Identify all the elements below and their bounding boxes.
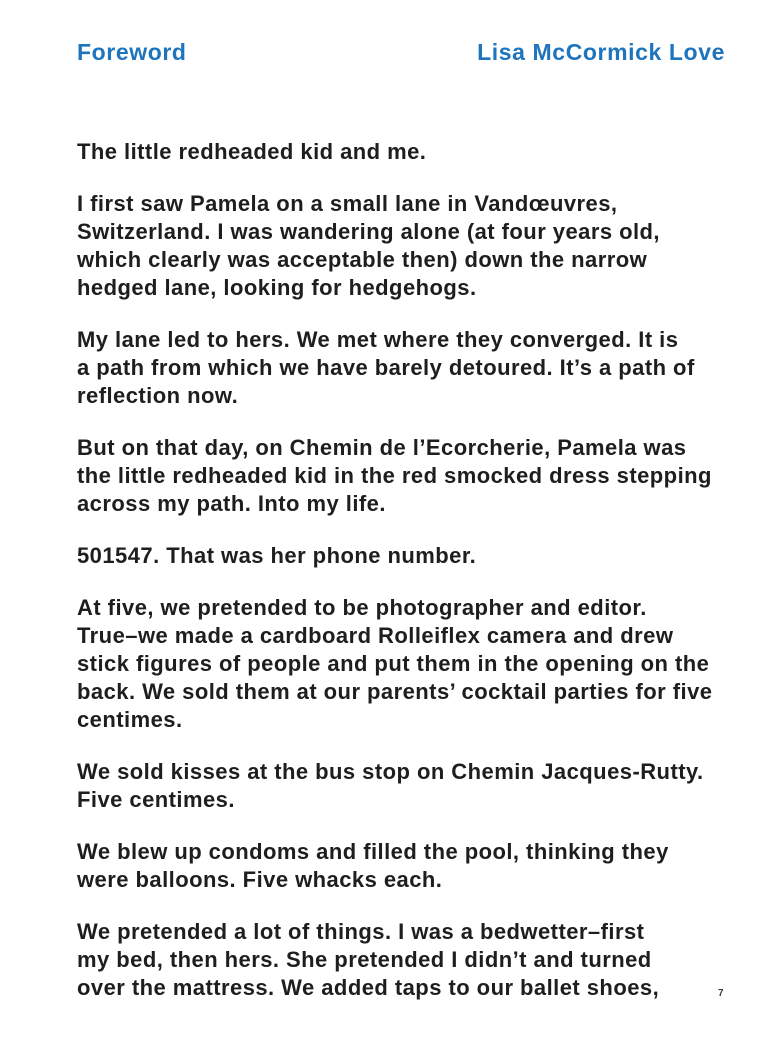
- text-line: stick figures of people and put them in the opening on the: [77, 651, 710, 676]
- paragraph: [77, 326, 737, 410]
- text-line: The little redheaded kid and me.: [77, 139, 427, 164]
- page-number: 7: [718, 988, 724, 999]
- text-line: over the mattress. We added taps to our ballet shoes,: [77, 975, 660, 1000]
- text-line: I first saw Pamela on a small lane in Vandœuvres,: [77, 191, 618, 216]
- paragraph: [77, 838, 737, 894]
- text-line: Switzerland. I was wandering alone (at four years old,: [77, 219, 660, 244]
- paragraph: [77, 918, 737, 1002]
- text-line: 501547. That was her phone number.: [77, 543, 477, 568]
- foreword-text: [77, 138, 737, 1026]
- text-line: the little redheaded kid in the red smocked dress stepping: [77, 463, 712, 488]
- text-line: We pretended a lot of things. I was a bedwetter–first: [77, 919, 645, 944]
- text-line: Five centimes.: [77, 787, 235, 812]
- running-header: [77, 38, 725, 66]
- paragraph: [77, 594, 737, 734]
- text-line: hedged lane, looking for hedgehogs.: [77, 275, 477, 300]
- paragraph: [77, 190, 737, 302]
- text-line: At five, we pretended to be photographer and editor.: [77, 595, 647, 620]
- paragraph: [77, 758, 737, 814]
- paragraph: [77, 138, 737, 166]
- text-line: reflection now.: [77, 383, 239, 408]
- text-line: a path from which we have barely detoured. It’s a path of: [77, 355, 695, 380]
- text-line: True–we made a cardboard Rolleiflex camera and drew: [77, 623, 674, 648]
- text-line: back. We sold them at our parents’ cocktail parties for five: [77, 679, 713, 704]
- text-line: were balloons. Five whacks each.: [77, 867, 443, 892]
- paragraph: [77, 434, 737, 518]
- text-line: my bed, then hers. She pretended I didn’t and turned: [77, 947, 652, 972]
- text-line: across my path. Into my life.: [77, 491, 386, 516]
- text-line: We sold kisses at the bus stop on Chemin Jacques-Rutty.: [77, 759, 704, 784]
- author-name: Lisa McCormick Love: [477, 39, 725, 65]
- text-line: We blew up condoms and filled the pool, thinking they: [77, 839, 669, 864]
- text-line: which clearly was acceptable then) down the narrow: [77, 247, 648, 272]
- text-line: centimes.: [77, 707, 183, 732]
- paragraph: [77, 542, 737, 570]
- text-line: But on that day, on Chemin de l’Ecorcherie, Pamela was: [77, 435, 687, 460]
- chapter-title: Foreword: [77, 39, 187, 65]
- text-line: My lane led to hers. We met where they converged. It is: [77, 327, 679, 352]
